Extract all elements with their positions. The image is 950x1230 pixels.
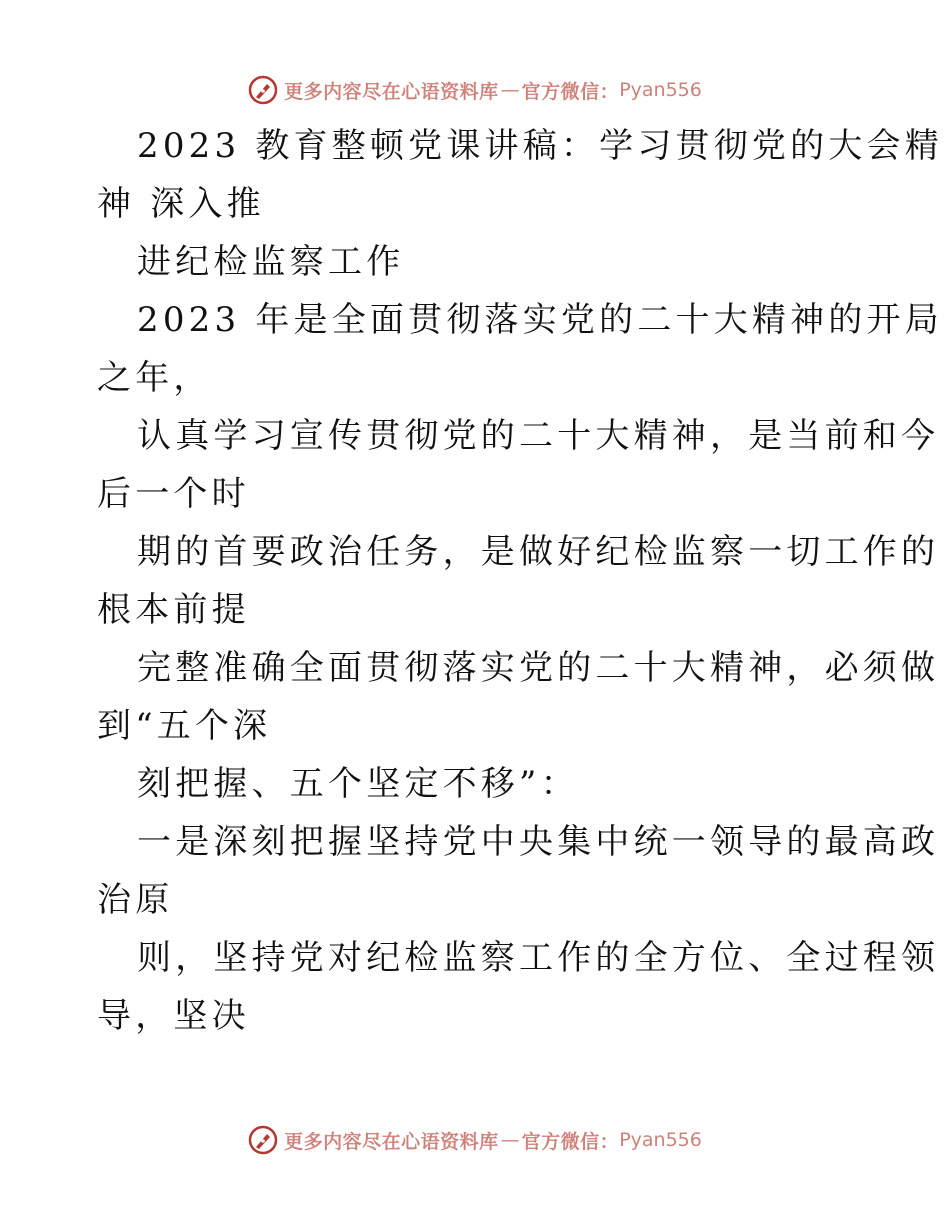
doc-line: 期的首要政治任务，是做好纪检监察一切工作的 xyxy=(137,532,940,572)
doc-line: 一是深刻把握坚持党中央集中统一领导的最高政 xyxy=(137,822,940,862)
doc-line: 认真学习宣传贯彻党的二十大精神，是当前和今 xyxy=(137,416,940,456)
doc-line: 2023 教育整顿党课讲稿：学习贯彻党的大会精 xyxy=(137,126,943,166)
banner-wechat-label: 官方微信： xyxy=(521,80,620,103)
doc-line: 完整准确全面贯彻落实党的二十大精神，必须做 xyxy=(137,648,940,688)
doc-line: 到“五个深 xyxy=(97,706,272,746)
header-watermark-banner xyxy=(0,70,950,110)
doc-line: 刻把握、五个坚定不移”： xyxy=(137,764,579,804)
doc-line: 神 深入推 xyxy=(97,184,265,224)
banner-wechat-label: 官方微信： xyxy=(521,1130,620,1153)
doc-line: 根本前提 xyxy=(97,590,250,630)
document-body xyxy=(97,117,943,1045)
doc-line: 进纪检监察工作 xyxy=(137,242,405,282)
pen-nib-logo-icon xyxy=(248,1125,278,1155)
doc-line: 治原 xyxy=(97,880,174,920)
doc-line: 则，坚持党对纪检监察工作的全方位、全过程领 xyxy=(137,938,940,978)
banner-wechat-id: Pyan556 xyxy=(619,1129,702,1151)
doc-line: 后一个时 xyxy=(97,474,250,514)
doc-line: 之年， xyxy=(97,358,212,398)
banner-separator: — xyxy=(500,1129,520,1151)
doc-line: 2023 年是全面贯彻落实党的二十大精神的开局 xyxy=(137,300,943,340)
banner-main-text: 更多内容尽在心语资料库 xyxy=(284,80,499,103)
pen-nib-logo-icon xyxy=(248,75,278,105)
footer-watermark-banner xyxy=(0,1120,950,1160)
banner-wechat-id: Pyan556 xyxy=(619,79,702,101)
banner-main-text: 更多内容尽在心语资料库 xyxy=(284,1130,499,1153)
doc-line: 导，坚决 xyxy=(97,996,250,1036)
banner-separator: — xyxy=(500,79,520,101)
